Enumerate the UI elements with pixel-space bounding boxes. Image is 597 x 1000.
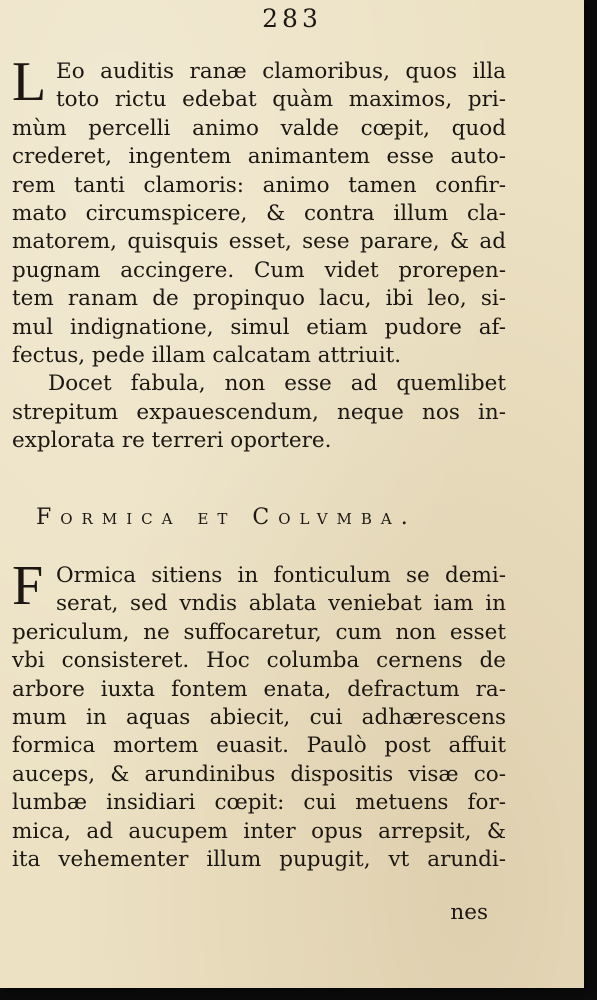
text-line: pugnam accingere. Cum videt prorepen- xyxy=(12,257,506,283)
text-line: mul indignatione, simul etiam pudore af- xyxy=(12,314,506,340)
text-line: mum in aquas abiecit, cui adhærescens xyxy=(12,704,506,730)
text-line: formica mortem euasit. Paulò post affuit xyxy=(12,733,506,759)
text-line: rem tanti clamoris: animo tamen confir- xyxy=(12,172,506,198)
drop-cap-initial: F xyxy=(12,555,44,617)
text-line: tem ranam de propinquo lacu, ibi leo, si- xyxy=(12,286,506,312)
text-line: crederet, ingentem animantem esse auto- xyxy=(12,144,506,170)
drop-cap-initial: L xyxy=(12,51,47,113)
text-line: Ormica sitiens in fonticulum se demi- xyxy=(56,563,506,588)
catchword: nes xyxy=(450,900,488,925)
text-line: mato circumspicere, & contra illum cla- xyxy=(12,200,506,226)
text-line: fectus, pede illam calcatam attriuit. xyxy=(12,342,402,368)
text-line: vbi consisteret. Hoc columba cernens de xyxy=(12,648,506,674)
text-line: periculum, ne suffocaretur, cum non esset xyxy=(12,619,506,645)
text-line: auceps, & arundinibus dispositis visæ co- xyxy=(12,761,506,787)
text-line: toto rictu edebat quàm maximos, pri- xyxy=(56,87,506,113)
text-line: mùm percelli animo valde cœpit, quod xyxy=(12,115,506,141)
text-line: Eo auditis ranæ clamoribus, quos illa xyxy=(56,59,506,84)
page-number: 283 xyxy=(262,4,322,33)
text-line: matorem, quisquis esset, sese parare, & ad xyxy=(12,229,506,255)
text-line: mica, ad aucupem inter opus arrepsit, & xyxy=(12,818,506,844)
text-line: lumbæ insidiari cœpit: cui metuens for- xyxy=(12,790,506,816)
text-line: arbore iuxta fontem enata, defractum ra- xyxy=(12,676,506,702)
fable-text-formica xyxy=(12,562,506,874)
fable-text-leo xyxy=(12,58,506,455)
moral-line: strepitum expauescendum, neque nos in- xyxy=(12,399,506,425)
moral-line: explorata re terreri oportere. xyxy=(12,428,332,454)
text-line: ita vehementer illum pupugit, vt arundi- xyxy=(12,846,506,872)
moral-line: Docet fabula, non esse ad quemlibet xyxy=(48,371,506,397)
fable-heading: Formica et Colvmba. xyxy=(36,505,417,530)
text-line: serat, sed vndis ablata veniebat iam in xyxy=(56,591,506,617)
